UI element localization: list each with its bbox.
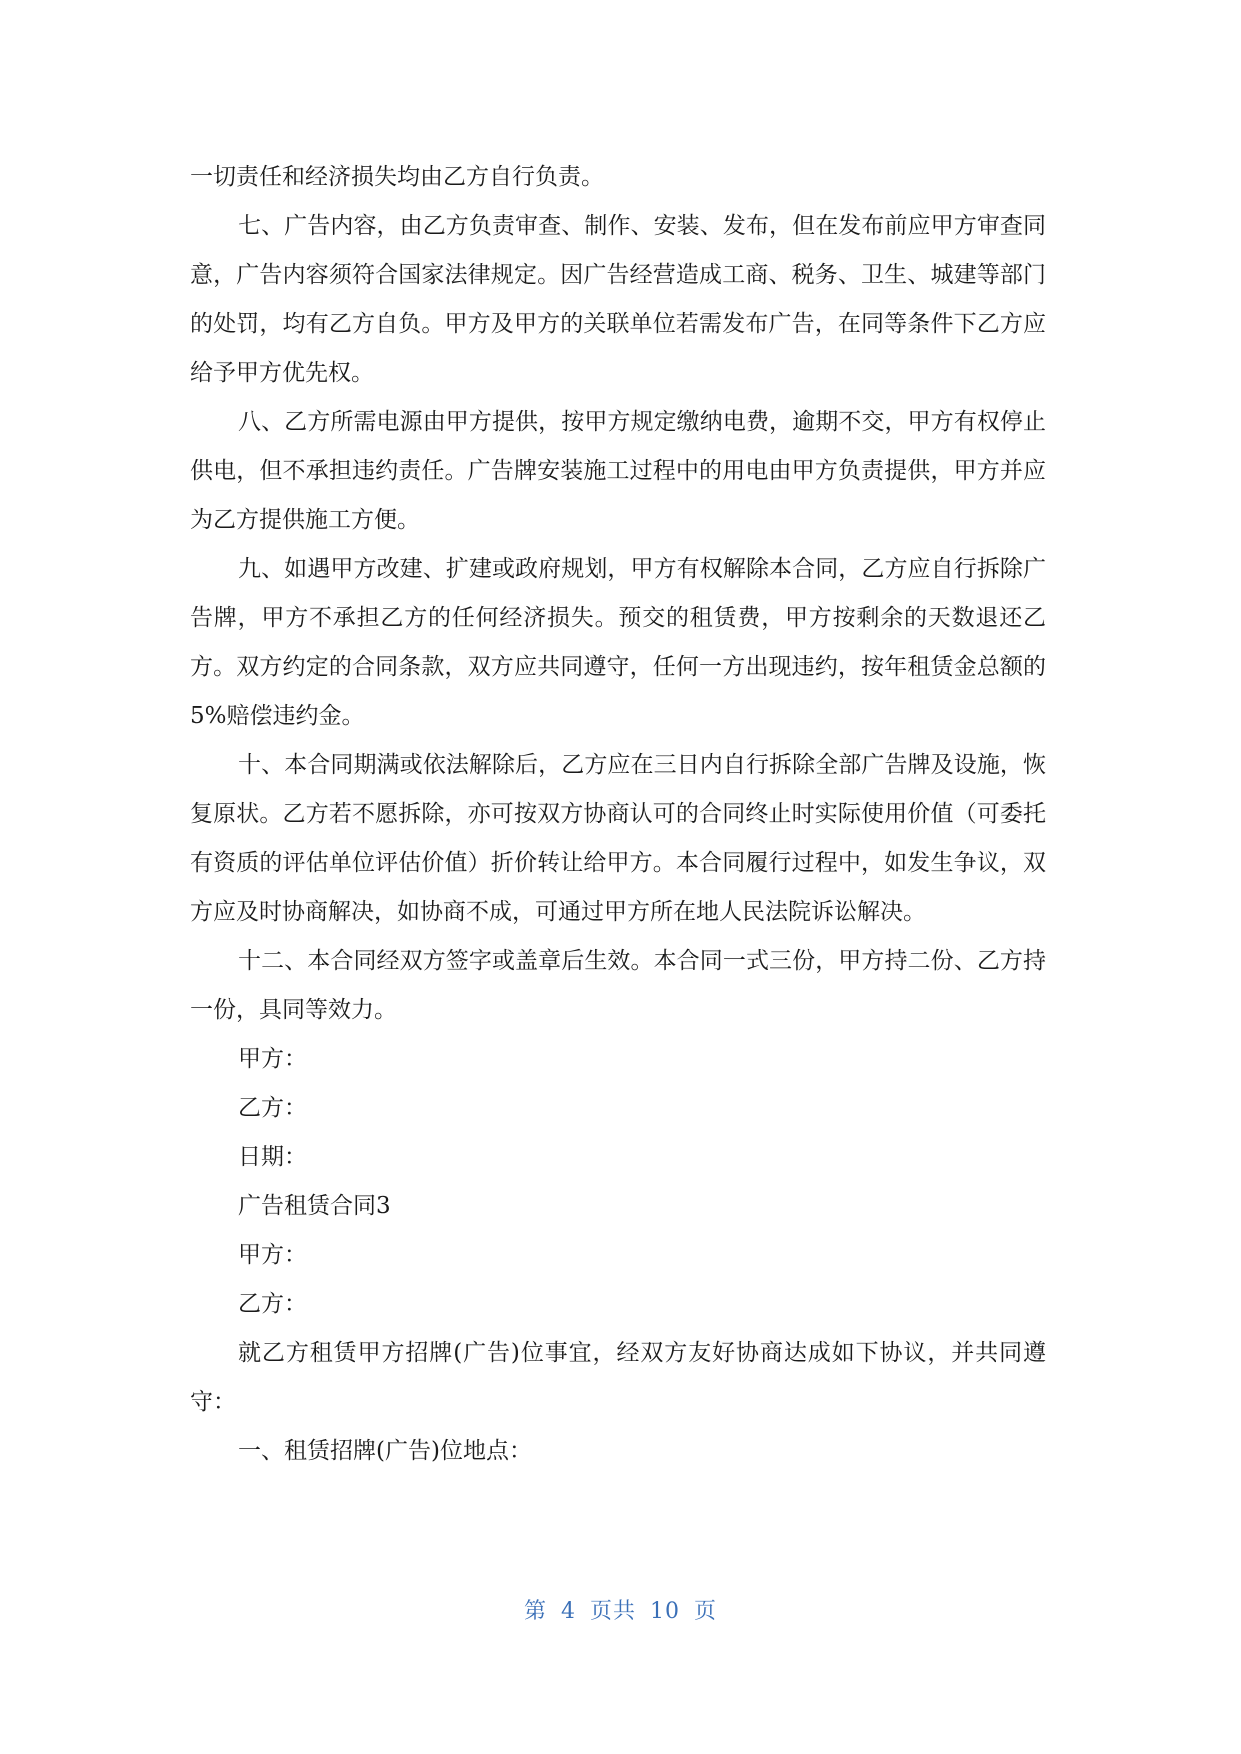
footer-prefix: 第 [523, 1599, 547, 1624]
paragraph-clause-7: 七、广告内容，由乙方负责审查、制作、安装、发布，但在发布前应甲方审查同意，广告内容须符合国家法律规定。因广告经营造成工商、税务、卫生、城建等部门的处罚，均有乙方自负。甲方及甲方的关联单位若需发布广告，在同等条件下乙方应给予甲方优先权。 [190, 213, 1046, 386]
paragraph-continuation: 一切责任和经济损失均由乙方自行负责。 [190, 164, 604, 190]
signature-party-a: 甲方： [238, 1046, 307, 1072]
footer-middle: 页共 [589, 1599, 636, 1624]
paragraph-clause-12: 十二、本合同经双方签字或盖章后生效。本合同一式三份，甲方持二份、乙方持一份，具同等效力。 [190, 948, 1046, 1023]
footer-suffix: 页 [694, 1599, 718, 1624]
paragraph-clause-8: 八、乙方所需电源由甲方提供，按甲方规定缴纳电费，逾期不交，甲方有权停止供电，但不承担违约责任。广告牌安装施工过程中的用电由甲方负责提供，甲方并应为乙方提供施工方便。 [190, 409, 1046, 533]
paragraph-preamble: 就乙方租赁甲方招牌(广告)位事宜，经双方友好协商达成如下协议，并共同遵守： [190, 1340, 1046, 1415]
paragraph-clause-10: 十、本合同期满或依法解除后，乙方应在三日内自行拆除全部广告牌及设施，恢复原状。乙方若不愿拆除，亦可按双方协商认可的合同终止时实际使用价值（可委托有资质的评估单位评估价值）折价转让给甲方。本合同履行过程中，如发生争议，双方应及时协商解决，如协商不成，可通过甲方所在地人民法院诉讼解决。 [190, 752, 1046, 925]
party-b-label: 乙方： [238, 1291, 307, 1317]
document-body [190, 153, 1046, 1476]
paragraph-clause-9: 九、如遇甲方改建、扩建或政府规划，甲方有权解除本合同，乙方应自行拆除广告牌，甲方不承担乙方的任何经济损失。预交的租赁费，甲方按剩余的天数退还乙方。双方约定的合同条款，双方应共同遵守，任何一方出现违约，按年租赁金总额的5%赔偿违约金。 [190, 556, 1046, 729]
signature-party-b: 乙方： [238, 1095, 307, 1121]
contract-heading: 广告租赁合同3 [238, 1193, 391, 1219]
paragraph-clause-1: 一、租赁招牌(广告)位地点： [238, 1438, 532, 1464]
party-a-label: 甲方： [238, 1242, 307, 1268]
page-number-footer [0, 1594, 1241, 1625]
footer-current-page: 4 [560, 1599, 576, 1624]
footer-total-pages: 10 [650, 1599, 680, 1624]
signature-date: 日期： [238, 1144, 307, 1170]
